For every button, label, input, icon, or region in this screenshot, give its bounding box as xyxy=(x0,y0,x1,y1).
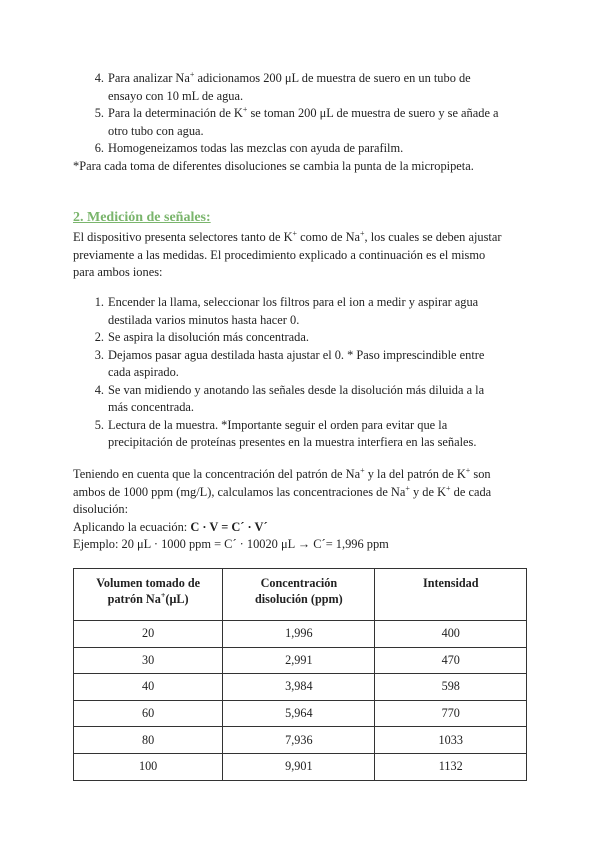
table-row: 80 7,936 1033 xyxy=(74,727,527,754)
column-header-volume: Volumen tomado de patrón Na+(μL) xyxy=(74,569,223,621)
list-item: 5. Para la determinación de K+ se toman 200 μL de muestra de suero y se añade a otro tubo con agua. xyxy=(94,105,499,138)
list-item: 3. Dejamos pasar agua destilada hasta ajustar el 0. * Paso imprescindible entre cada aspirado. xyxy=(94,347,485,379)
section-heading: 2. Medición de señales: xyxy=(73,210,211,225)
table-header-row xyxy=(74,569,527,621)
column-header-concentration: Concentración disolución (ppm) xyxy=(223,569,375,621)
data-table xyxy=(73,568,527,781)
preparation-list xyxy=(88,70,528,158)
calculation-paragraph: Teniendo en cuenta que la concentración del patrón de Na+ y la del patrón de K+ son ambos de 1000 ppm (mg/L), calculamos las concentraciones de Na+ y de K+ de cada disolución: Aplicando la ecuación: C · V = C´ · V´ Ejemplo: 20 μL · 1000 ppm = C´ · 10020 μL → C´= 1,996 ppm xyxy=(73,466,492,551)
intro-paragraph: El dispositivo presenta selectores tanto de K+ como de Na+, los cuales se deben ajustar previamente a las medidas. El procedimiento explicado a continuación es el mismo para ambos iones: xyxy=(73,229,502,279)
note-text: *Para cada toma de diferentes disoluciones se cambia la punta de la micropipeta. xyxy=(73,159,474,173)
table-row: 40 3,984 598 xyxy=(74,674,527,701)
table-row: 100 9,901 1132 xyxy=(74,753,527,780)
table-row: 20 1,996 400 xyxy=(74,621,527,648)
column-header-intensity: Intensidad xyxy=(375,569,527,621)
table-row: 60 5,964 770 xyxy=(74,700,527,727)
example-text: Ejemplo: 20 μL · 1000 ppm = C´ · 10020 μL → C´= 1,996 ppm xyxy=(73,537,389,551)
procedure-list xyxy=(88,294,528,452)
list-item: 2. Se aspira la disolución más concentrada. xyxy=(94,330,309,344)
list-item: 1. Encender la llama, seleccionar los filtros para el ion a medir y aspirar agua destilada varios minutos hasta hacer 0. xyxy=(94,295,479,327)
list-item: 5. Lectura de la muestra. *Importante seguir el orden para evitar que la precipitación de proteínas presentes en la muestra interfiera en las señales. xyxy=(94,417,477,449)
table-row: 30 2,991 470 xyxy=(74,647,527,674)
list-item: 4. Para analizar Na+ adicionamos 200 μL de muestra de suero en un tubo de ensayo con 10 mL de agua. xyxy=(94,70,471,103)
equation: C · V = C´ · V´ xyxy=(190,519,268,534)
list-item: 6. Homogeneizamos todas las mezclas con ayuda de parafilm. xyxy=(94,141,404,155)
list-item: 4. Se van midiendo y anotando las señales desde la disolución más diluida a la más concentrada. xyxy=(94,382,485,414)
